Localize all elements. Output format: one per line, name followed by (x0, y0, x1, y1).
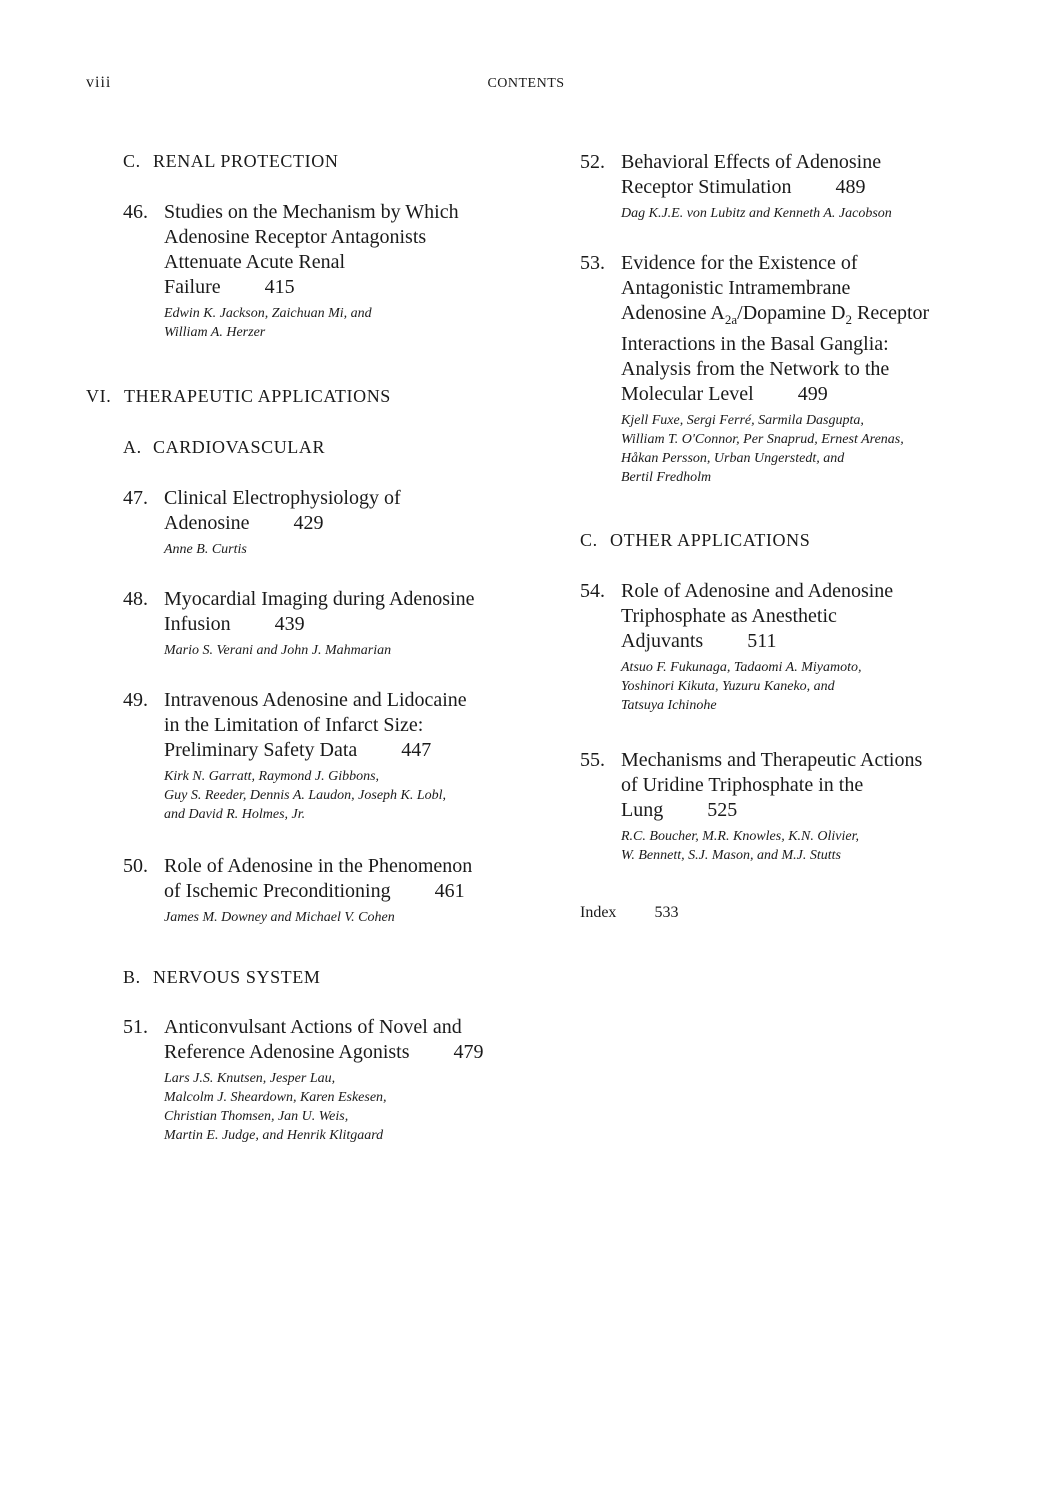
toc-entry-49[interactable] (123, 688, 543, 824)
author-line: Dag K.J.E. von Lubitz and Kenneth A. Jacobson (621, 206, 892, 221)
author-line: Martin E. Judge, and Henrik Klitgaard (164, 1128, 384, 1143)
chapter-page-number: 489 (835, 176, 866, 198)
chapter-number: 53. (580, 252, 605, 274)
running-header: CONTENTS (487, 76, 565, 91)
chapter-title-line: Preliminary Safety Data (164, 739, 358, 761)
chapter-title-line: Reference Adenosine Agonists (164, 1041, 410, 1063)
chapter-title-line: Evidence for the Existence of (621, 252, 858, 274)
index-label: Index (580, 904, 617, 921)
chapter-number: 52. (580, 151, 605, 173)
chapter-number: 50. (123, 855, 148, 877)
author-line: James M. Downey and Michael V. Cohen (164, 910, 395, 925)
author-line: William T. O'Connor, Per Snaprud, Ernest Arenas, (621, 432, 904, 447)
author-line: Tatsuya Ichinohe (621, 698, 717, 713)
author-line: and David R. Holmes, Jr. (164, 807, 306, 822)
chapter-title-line-receptor (621, 301, 1000, 332)
chapter-title-line: Infusion (164, 613, 231, 635)
toc-entry-55[interactable] (580, 748, 1000, 865)
author-line: Malcolm J. Sheardown, Karen Eskesen, (164, 1090, 387, 1105)
chapter-page-number: 461 (434, 880, 465, 902)
section-letter: C. (123, 151, 141, 171)
chapter-title-line: Antagonistic Intramembrane (621, 277, 851, 299)
title-fragment: Adenosine A (621, 302, 725, 324)
author-line: Bertil Fredholm (621, 470, 712, 485)
chapter-title-line: Role of Adenosine in the Phenomenon (164, 855, 473, 877)
chapter-authors (621, 827, 1000, 865)
chapter-page-number: 447 (401, 739, 432, 761)
chapter-authors (621, 658, 1000, 715)
page-number: viii (86, 74, 112, 91)
chapter-number: 55. (580, 749, 605, 771)
chapter-page-number: 439 (274, 613, 305, 635)
chapter-title-line: Triphosphate as Anesthetic (621, 605, 837, 627)
chapter-authors (164, 908, 543, 927)
toc-entry-index[interactable] (580, 904, 678, 922)
toc-entry-47[interactable] (123, 486, 543, 559)
chapter-number: 47. (123, 487, 148, 509)
subscript: 2 (845, 312, 852, 327)
section-title: RENAL PROTECTION (153, 151, 339, 171)
chapter-title-line: Analysis from the Network to the (621, 358, 890, 380)
chapter-title-line: Behavioral Effects of Adenosine (621, 151, 882, 173)
chapter-page-number: 429 (293, 512, 324, 534)
author-line: Yoshinori Kikuta, Yuzuru Kaneko, and (621, 679, 835, 694)
chapter-title-line: Lung (621, 799, 664, 821)
chapter-title-line: Adjuvants (621, 630, 704, 652)
section-heading-renal-protection (123, 151, 338, 172)
part-roman-numeral: VI. (86, 386, 112, 406)
author-line: Guy S. Reeder, Dennis A. Laudon, Joseph K. Lobl, (164, 788, 447, 803)
author-line: R.C. Boucher, M.R. Knowles, K.N. Olivier, (621, 829, 859, 844)
chapter-page-number: 415 (264, 276, 295, 298)
section-heading-cardiovascular (123, 437, 325, 458)
section-heading-nervous-system (123, 967, 320, 988)
toc-entry-50[interactable] (123, 854, 543, 927)
author-line: Anne B. Curtis (164, 542, 247, 557)
section-letter: A. (123, 437, 142, 457)
chapter-authors (621, 411, 1000, 487)
chapter-page-number: 499 (797, 383, 828, 405)
chapter-title-line: of Ischemic Preconditioning (164, 880, 391, 902)
part-title: THERAPEUTIC APPLICATIONS (124, 386, 391, 406)
author-line: Kirk N. Garratt, Raymond J. Gibbons, (164, 769, 380, 784)
author-line: William A. Herzer (164, 325, 266, 340)
chapter-title-line: Anticonvulsant Actions of Novel and (164, 1016, 462, 1038)
chapter-title-line: in the Limitation of Infarct Size: (164, 714, 424, 736)
section-letter: B. (123, 967, 141, 987)
author-line: W. Bennett, S.J. Mason, and M.J. Stutts (621, 848, 841, 863)
author-line: Mario S. Verani and John J. Mahmarian (164, 643, 392, 658)
chapter-title-line: Role of Adenosine and Adenosine (621, 580, 894, 602)
author-line: Håkan Persson, Urban Ungerstedt, and (621, 451, 845, 466)
toc-entry-46[interactable] (123, 200, 543, 342)
chapter-title-line: Failure (164, 276, 221, 298)
chapter-page-number: 479 (453, 1041, 484, 1063)
section-title: CARDIOVASCULAR (153, 437, 326, 457)
chapter-number: 54. (580, 580, 605, 602)
section-heading-other-applications (580, 530, 810, 551)
chapter-number: 48. (123, 588, 148, 610)
chapter-number: 46. (123, 201, 148, 223)
chapter-title-line: Interactions in the Basal Ganglia: (621, 333, 889, 355)
title-fragment: /Dopamine D (737, 302, 846, 324)
title-fragment: Receptor (851, 302, 930, 324)
chapter-title-line: Clinical Electrophysiology of (164, 487, 401, 509)
toc-entry-48[interactable] (123, 587, 543, 660)
section-title: OTHER APPLICATIONS (610, 530, 811, 550)
toc-entry-52[interactable] (580, 150, 1000, 223)
chapter-authors (164, 1069, 543, 1145)
chapter-title-line: Attenuate Acute Renal (164, 251, 346, 273)
chapter-page-number: 525 (707, 799, 738, 821)
section-title: NERVOUS SYSTEM (153, 967, 321, 987)
chapter-page-number: 511 (747, 630, 777, 652)
chapter-authors (164, 641, 543, 660)
chapter-title-line: Intravenous Adenosine and Lidocaine (164, 689, 467, 711)
section-letter: C. (580, 530, 598, 550)
author-line: Edwin K. Jackson, Zaichuan Mi, and (164, 306, 372, 321)
index-page-number: 533 (654, 904, 679, 921)
subscript: 2a (724, 312, 738, 327)
author-line: Lars J.S. Knutsen, Jesper Lau, (164, 1071, 336, 1086)
chapter-title-line: Adenosine (164, 512, 250, 534)
toc-entry-54[interactable] (580, 579, 1000, 715)
chapter-authors (621, 204, 1000, 223)
toc-entry-53[interactable] (580, 251, 1000, 487)
author-line: Christian Thomsen, Jan U. Weis, (164, 1109, 349, 1124)
author-line: Atsuo F. Fukunaga, Tadaomi A. Miyamoto, (621, 660, 862, 675)
chapter-title-line: of Uridine Triphosphate in the (621, 774, 864, 796)
toc-entry-51[interactable] (123, 1015, 543, 1145)
chapter-number: 49. (123, 689, 148, 711)
chapter-title-line: Mechanisms and Therapeutic Actions (621, 749, 923, 771)
chapter-title-line: Myocardial Imaging during Adenosine (164, 588, 475, 610)
chapter-title-line: Adenosine Receptor Antagonists (164, 226, 427, 248)
part-heading-therapeutic-applications (86, 386, 391, 407)
chapter-authors (164, 304, 543, 342)
chapter-title-line: Studies on the Mechanism by Which (164, 201, 459, 223)
chapter-authors (164, 540, 543, 559)
chapter-authors (164, 767, 543, 824)
author-line: Kjell Fuxe, Sergi Ferré, Sarmila Dasgupta, (621, 413, 864, 428)
chapter-title-line: Molecular Level (621, 383, 754, 405)
chapter-number: 51. (123, 1016, 148, 1038)
chapter-title-line: Receptor Stimulation (621, 176, 792, 198)
